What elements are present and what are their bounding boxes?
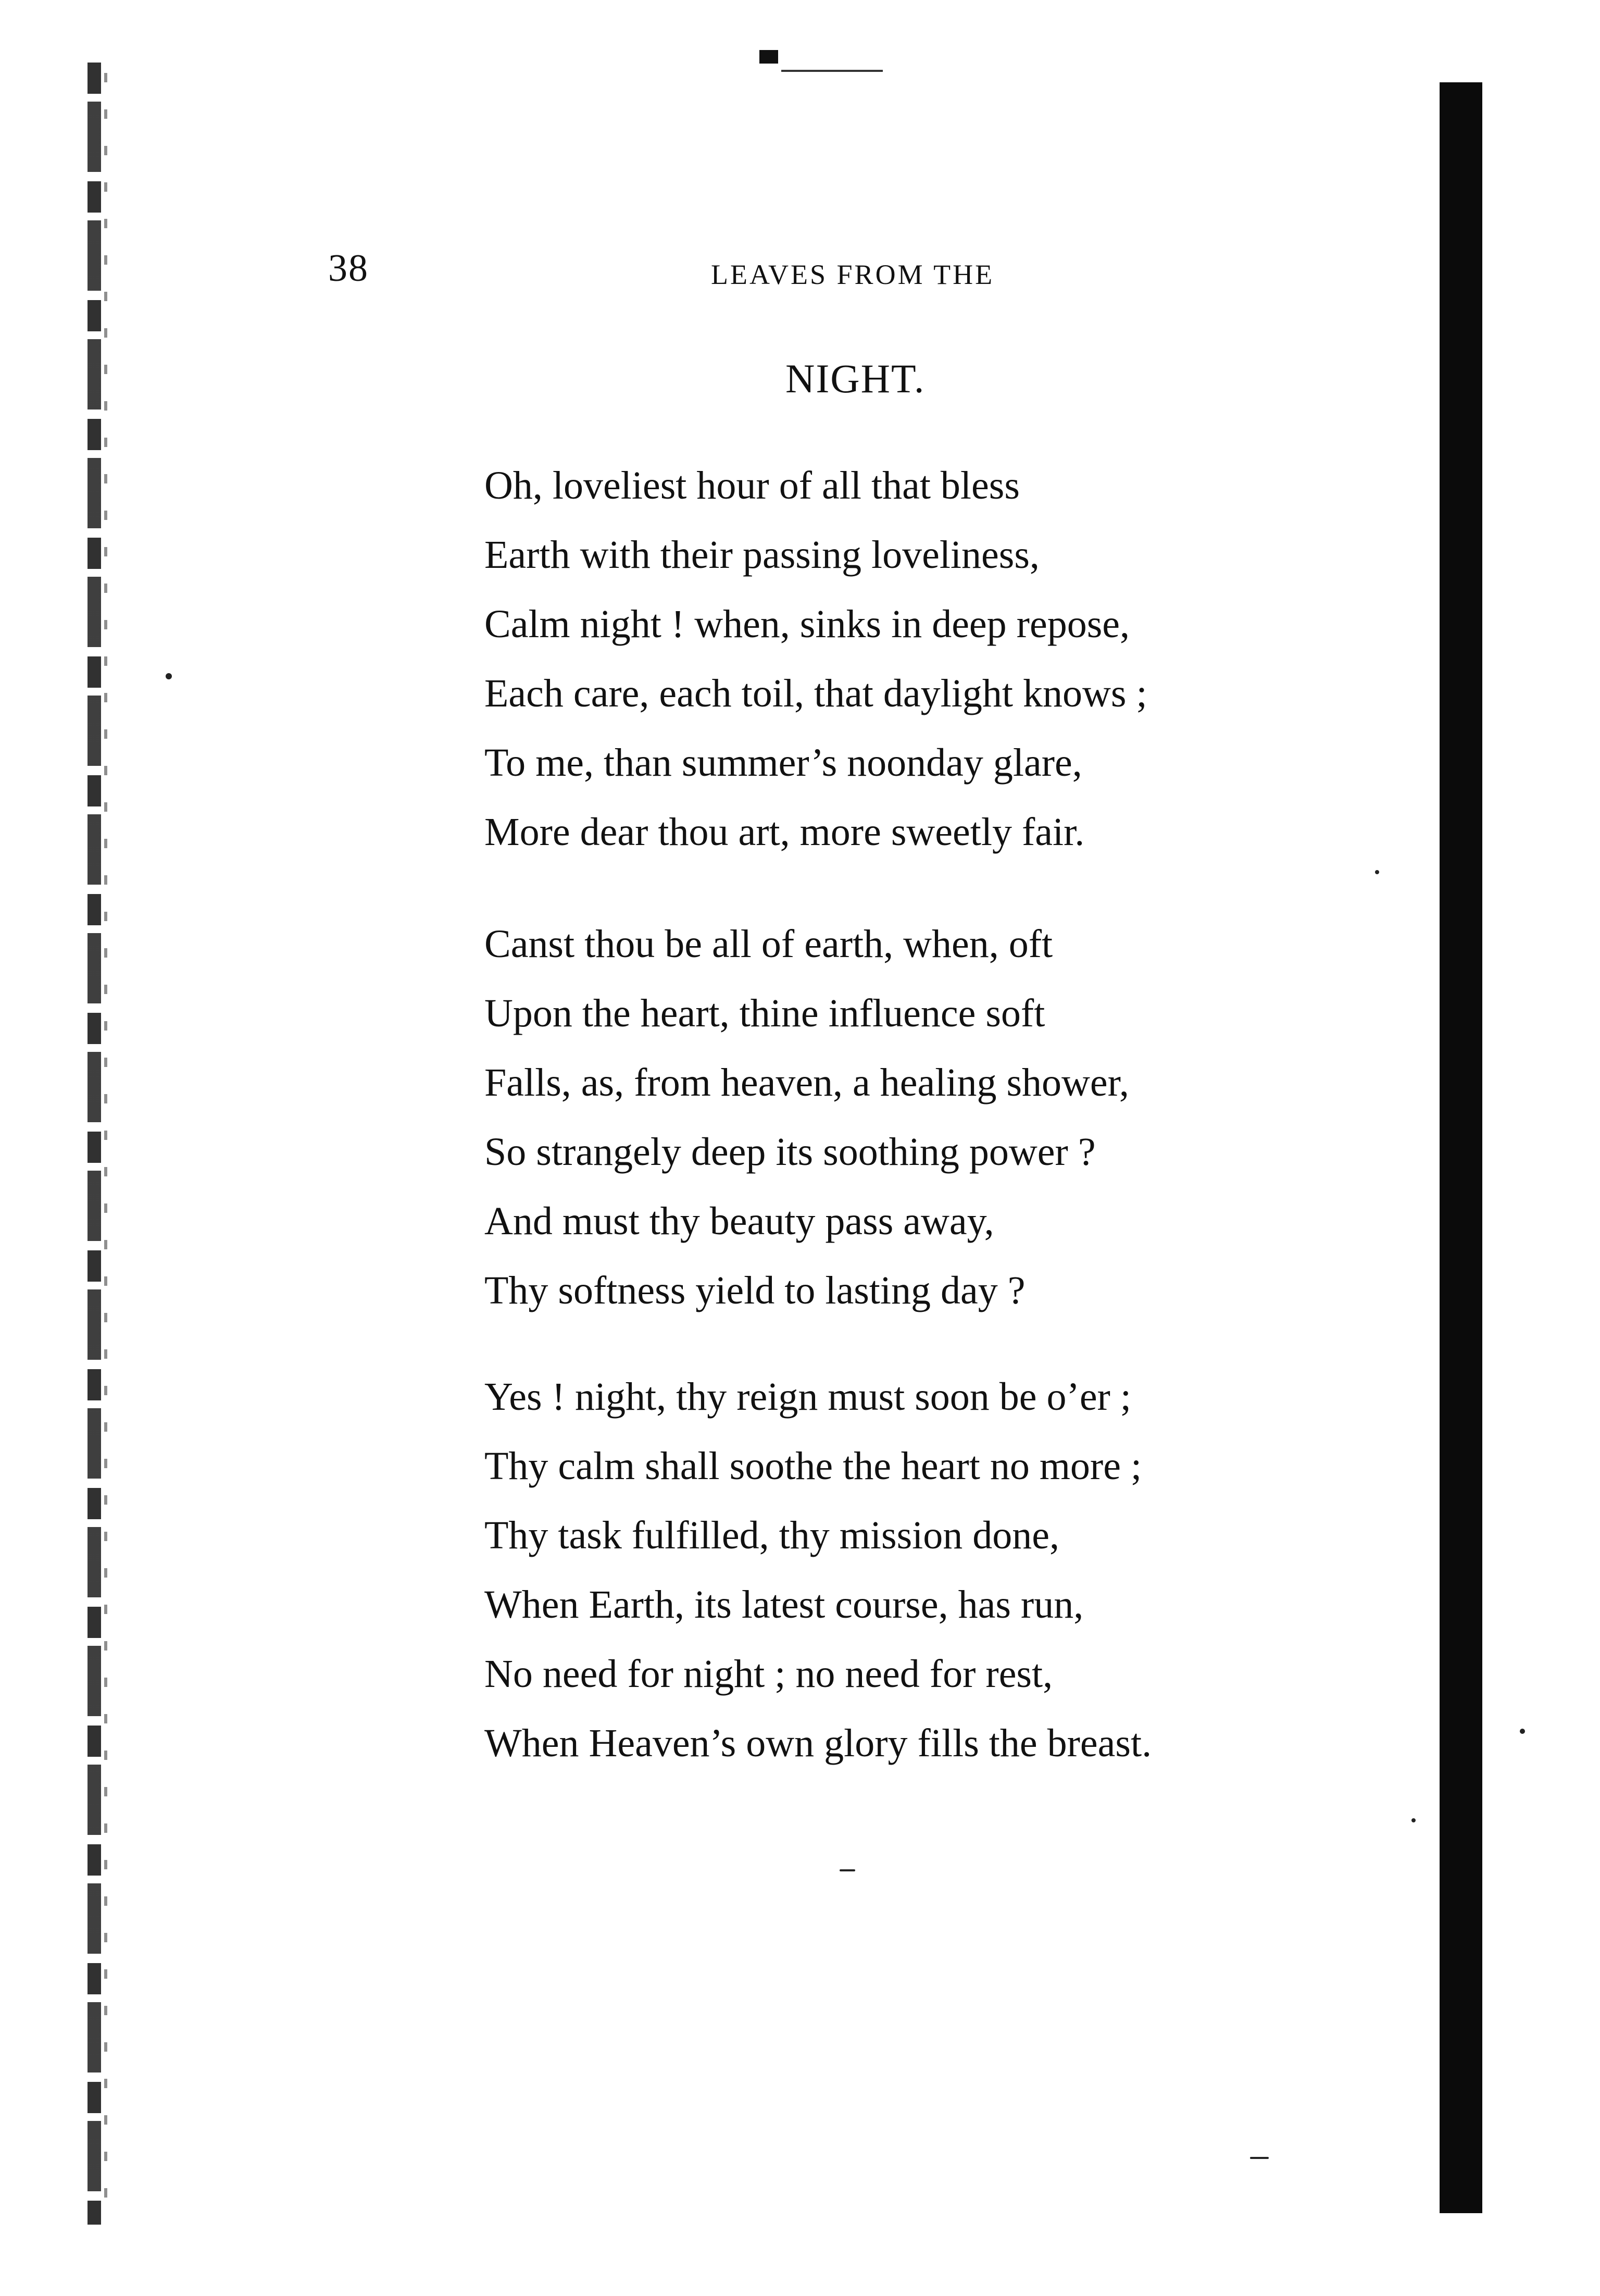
poem-line: To me, than summer’s noonday glare, bbox=[484, 741, 1082, 785]
scan-left-edge bbox=[88, 63, 101, 2225]
poem-stanza bbox=[484, 910, 1129, 1325]
poem-line: Yes ! night, thy reign must soon be o’er ; bbox=[484, 1375, 1131, 1419]
scan-left-edge-thin bbox=[104, 73, 107, 2209]
poem-line: When Heaven’s own glory fills the breast. bbox=[484, 1721, 1152, 1765]
poem-line: Calm night ! when, sinks in deep repose, bbox=[484, 602, 1130, 646]
poem-line: Thy softness yield to lasting day ? bbox=[484, 1269, 1026, 1312]
poem-line: Earth with their passing loveliness, bbox=[484, 533, 1040, 577]
poem-line: So strangely deep its soothing power ? bbox=[484, 1130, 1096, 1174]
poem-line: More dear thou art, more sweetly fair. bbox=[484, 810, 1085, 854]
poem-line: Thy task fulfilled, thy mission done, bbox=[484, 1513, 1060, 1557]
poem-line: Upon the heart, thine influence soft bbox=[484, 991, 1045, 1035]
poem-line: And must thy beauty pass away, bbox=[484, 1199, 994, 1243]
poem-line: Falls, as, from heaven, a healing shower, bbox=[484, 1061, 1129, 1104]
poem-title: NIGHT. bbox=[785, 356, 926, 401]
poem-line: When Earth, its latest course, has run, bbox=[484, 1583, 1084, 1627]
scan-top-rule bbox=[781, 70, 883, 72]
poem-line: Thy calm shall soothe the heart no more ; bbox=[484, 1444, 1142, 1488]
scan-speck bbox=[1375, 870, 1379, 874]
page-number: 38 bbox=[328, 247, 369, 290]
scan-right-border bbox=[1440, 82, 1482, 2213]
scan-speck bbox=[840, 1869, 855, 1871]
scan-speck bbox=[166, 673, 172, 679]
scan-speck bbox=[1411, 1818, 1416, 1822]
poem-line: No need for night ; no need for rest, bbox=[484, 1652, 1053, 1696]
poem-stanza bbox=[484, 1362, 1152, 1778]
poem-line: Each care, each toil, that daylight knows ; bbox=[484, 672, 1147, 715]
poem-line: Canst thou be all of earth, when, oft bbox=[484, 922, 1053, 966]
running-head: LEAVES FROM THE bbox=[711, 259, 995, 290]
poem-stanza bbox=[484, 451, 1147, 867]
poem-line: Oh, loveliest hour of all that bless bbox=[484, 464, 1020, 507]
scan-top-mark bbox=[759, 50, 778, 64]
scan-speck bbox=[1250, 2157, 1269, 2159]
scan-speck bbox=[1520, 1729, 1525, 1734]
